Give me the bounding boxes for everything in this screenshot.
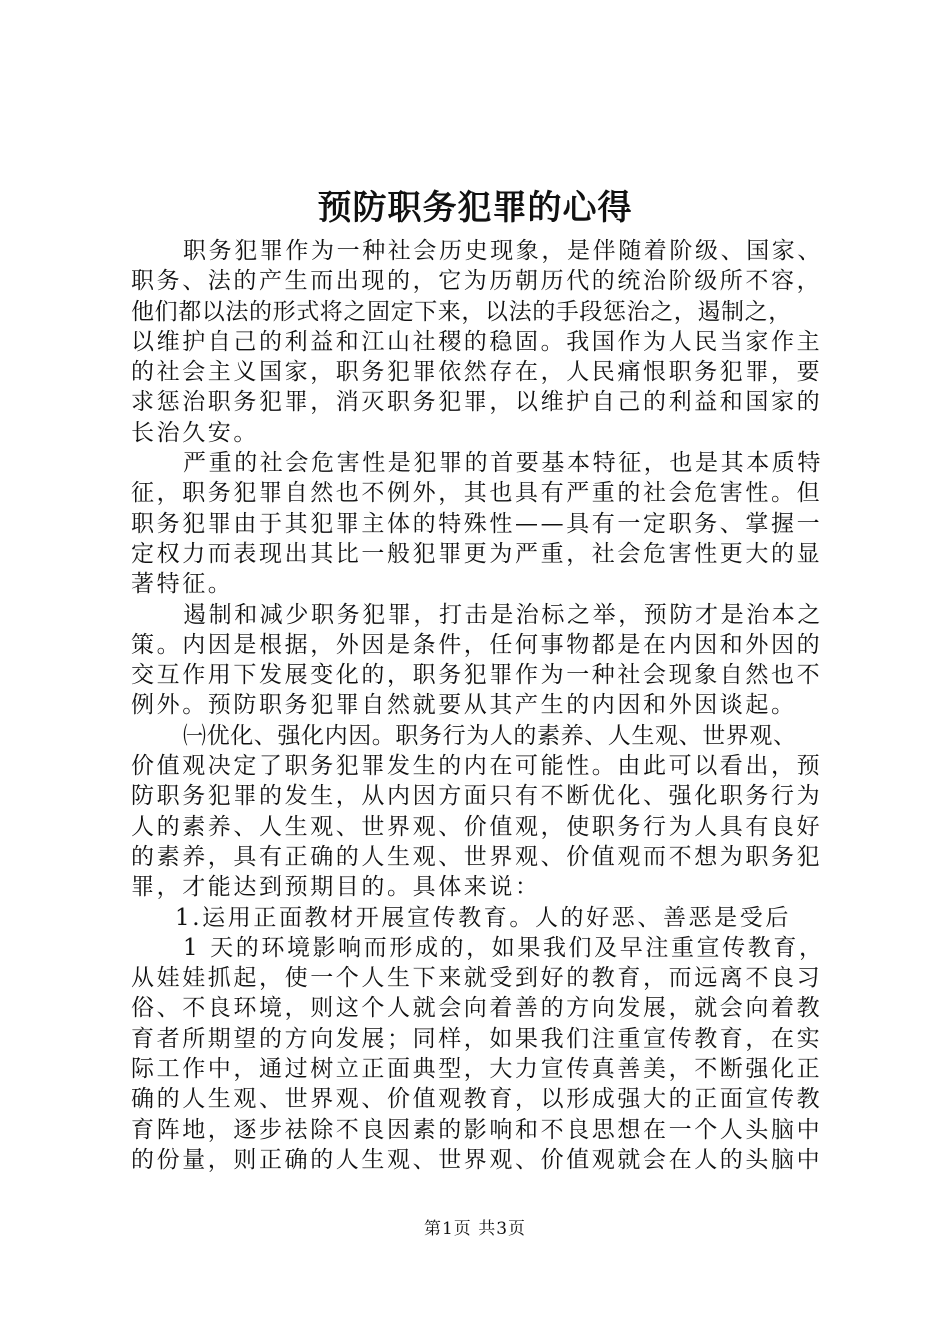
text-line: 征，职务犯罪自然也不例外，其也具有严重的社会危害性。但 (131, 480, 823, 507)
text-line: 价值观决定了职务犯罪发生的内在可能性。由此可以看出，预 (131, 753, 823, 780)
text-line: 定权力而表现出其比一般犯罪更为严重，社会危害性更大的显 (131, 540, 823, 567)
text-line: 策。内因是根据，外因是条件，任何事物都是在内因和外因的 (131, 631, 823, 658)
text-line: 他们都以法的形式将之固定下来，以法的手段惩治之，遏制之， (131, 298, 792, 325)
text-line: 职务犯罪由于其犯罪主体的特殊性——具有一定职务、掌握一 (131, 510, 823, 537)
text-line: 1 天的环境影响而形成的，如果我们及早注重宣传教育， (183, 934, 825, 961)
text-line: 的份量，则正确的人生观、世界观、价值观就会在人的头脑中 (131, 1146, 823, 1173)
text-line: 长治久安。 (131, 419, 259, 446)
text-line: 的社会主义国家，职务犯罪依然存在，人民痛恨职务犯罪，要 (131, 359, 823, 386)
document-title: 预防职务犯罪的心得 (317, 188, 633, 228)
text-line: 的素养，具有正确的人生观、世界观、价值观而不想为职务犯 (131, 843, 823, 870)
text-line: 从娃娃抓起，使一个人生下来就受到好的教育，而远离不良习 (131, 965, 823, 992)
text-line: 职务犯罪作为一种社会历史现象，是伴随着阶级、国家、 (183, 238, 823, 264)
text-line: 育阵地，逐步祛除不良因素的影响和不良思想在一个人头脑中 (131, 1116, 823, 1143)
text-line: 际工作中，通过树立正面典型，大力宣传真善美，不断强化正 (131, 1056, 823, 1083)
text-line: 确的人生观、世界观、价值观教育，以形成强大的正面宣传教 (131, 1086, 823, 1113)
text-line: 严重的社会危害性是犯罪的首要基本特征，也是其本质特 (183, 450, 823, 477)
text-line: 防职务犯罪的发生，从内因方面只有不断优化、强化职务行为 (131, 783, 823, 810)
page-footer: 第1页 共3页 (423, 1219, 527, 1239)
text-line: 人的素养、人生观、世界观、价值观，使职务行为人具有良好 (131, 813, 823, 840)
text-line: ㈠优化、强化内因。职务行为人的素养、人生观、世界观、 (183, 722, 797, 749)
text-line: 求惩治职务犯罪，消灭职务犯罪，以维护自己的利益和国家的 (131, 389, 823, 416)
text-line: 罪，才能达到预期目的。具体来说： (131, 874, 541, 901)
text-line: 遏制和减少职务犯罪，打击是治标之举，预防才是治本之 (183, 601, 823, 628)
text-line: 交互作用下发展变化的，职务犯罪作为一种社会现象自然也不 (131, 662, 823, 689)
text-line: 著特征。 (131, 571, 234, 598)
text-line: 例外。预防职务犯罪自然就要从其产生的内因和外因谈起。 (131, 692, 797, 719)
text-line: 育者所期望的方向发展；同样，如果我们注重宣传教育，在实 (131, 1025, 823, 1052)
text-line: 1.运用正面教材开展宣传教育。人的好恶、善恶是受后 (175, 904, 791, 931)
text-line: 以维护自己的利益和江山社稷的稳固。我国作为人民当家作主 (131, 328, 823, 355)
text-line: 职务、法的产生而出现的，它为历朝历代的统治阶级所不容， (131, 268, 823, 295)
text-line: 俗、不良环境，则这个人就会向着善的方向发展，就会向着教 (131, 995, 823, 1022)
document-body (131, 236, 831, 1175)
